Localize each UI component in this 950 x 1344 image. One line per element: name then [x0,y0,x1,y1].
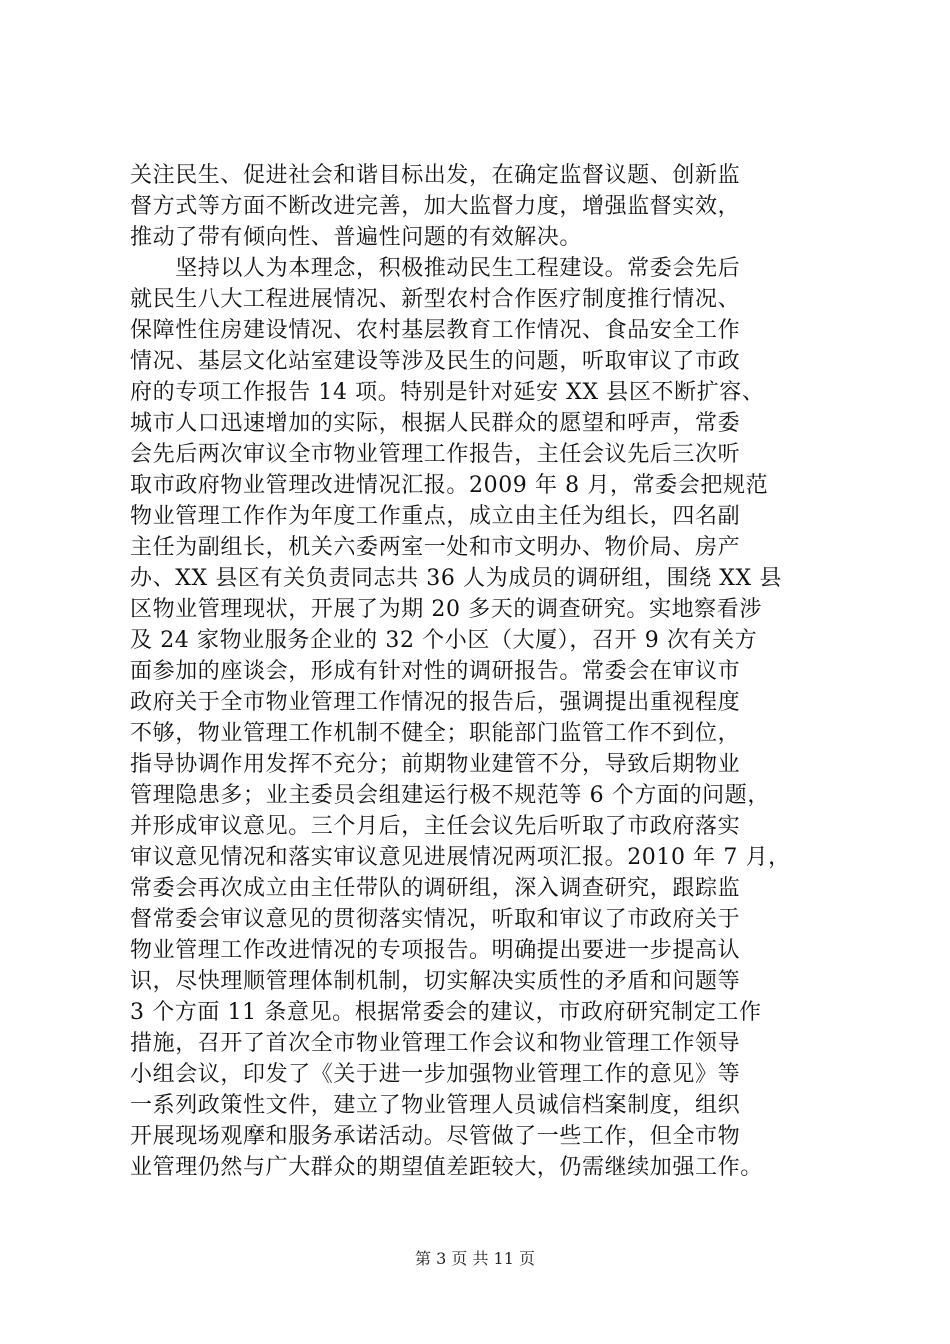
text-line: 物业管理工作改进情况的专项报告。明确提出要进一步提高认 [130,938,741,963]
text-line: 指导协调作用发挥不充分；前期物业建管不分，导致后期物业 [130,752,741,777]
page-number: 第 3 页 共 11 页 [415,1249,535,1268]
text-line: 审议意见情况和落实审议意见进展情况两项汇报。2010 年 7 月， [130,845,791,870]
text-line: 3 个方面 11 条意见。根据常委会的建议，市政府研究制定工作 [130,1000,762,1025]
text-line: 府的专项工作报告 14 项。特别是针对延安 XX 县区不断扩容、 [130,380,765,405]
text-line: 不够，物业管理工作机制不健全；职能部门监管工作不到位， [130,721,741,746]
document-body [130,160,830,1183]
text-line: 识，尽快理顺管理体制机制，切实解决实质性的矛盾和问题等 [130,969,741,994]
text-line: 区物业管理现状，开展了为期 20 多天的调查研究。实地察看涉 [130,597,762,622]
text-line: 情况、基层文化站室建设等涉及民生的问题，听取审议了市政 [130,349,741,374]
text-line: 政府关于全市物业管理工作情况的报告后，强调提出重视程度 [130,690,741,715]
text-line: 督方式等方面不断改进完善，加大监督力度，增强监督实效， [130,194,741,219]
text-line: 及 24 家物业服务企业的 32 个小区（大厦），召开 9 次有关方 [130,628,758,653]
text-line: 取市政府物业管理改进情况汇报。2009 年 8 月，常委会把规范 [130,473,769,498]
text-line: 开展现场观摩和服务承诺活动。尽管做了一些工作，但全市物 [130,1124,741,1149]
text-line: 小组会议，印发了《关于进一步加强物业管理工作的意见》等 [130,1062,741,1087]
text-line: 物业管理工作作为年度工作重点，成立由主任为组长，四名副 [130,504,741,529]
text-line: 就民生八大工程进展情况、新型农村合作医疗制度推行情况、 [130,287,741,312]
text-line: 督常委会审议意见的贯彻落实情况，听取和审议了市政府关于 [130,907,741,932]
text-line: 关注民生、促进社会和谐目标出发，在确定监督议题、创新监 [130,163,741,188]
text-line: 业管理仍然与广大群众的期望值差距较大，仍需继续加强工作。 [130,1155,763,1180]
text-line: 会先后两次审议全市物业管理工作报告，主任会议先后三次听 [130,442,741,467]
text-line: 面参加的座谈会，形成有针对性的调研报告。常委会在审议市 [130,659,741,684]
text-line: 推动了带有倾向性、普遍性问题的有效解决。 [130,225,583,250]
text-line: 常委会再次成立由主任带队的调研组，深入调查研究，跟踪监 [130,876,741,901]
text-line: 办、XX 县区有关负责同志共 36 人为成员的调研组，围绕 XX 县 [130,566,783,591]
text-line: 措施，召开了首次全市物业管理工作会议和物业管理工作领导 [130,1031,741,1056]
text-line: 城市人口迅速增加的实际，根据人民群众的愿望和呼声，常委 [130,411,741,436]
text-line: 保障性住房建设情况、农村基层教育工作情况、食品安全工作 [130,318,741,343]
text-line: 一系列政策性文件，建立了物业管理人员诚信档案制度，组织 [130,1093,741,1118]
text-line: 坚持以人为本理念，积极推动民生工程建设。常委会先后 [130,256,741,281]
text-line: 并形成审议意见。三个月后，主任会议先后听取了市政府落实 [130,814,741,839]
text-line: 主任为副组长，机关六委两室一处和市文明办、物价局、房产 [130,535,741,560]
text-line: 管理隐患多；业主委员会组建运行极不规范等 6 个方面的问题， [130,783,770,808]
